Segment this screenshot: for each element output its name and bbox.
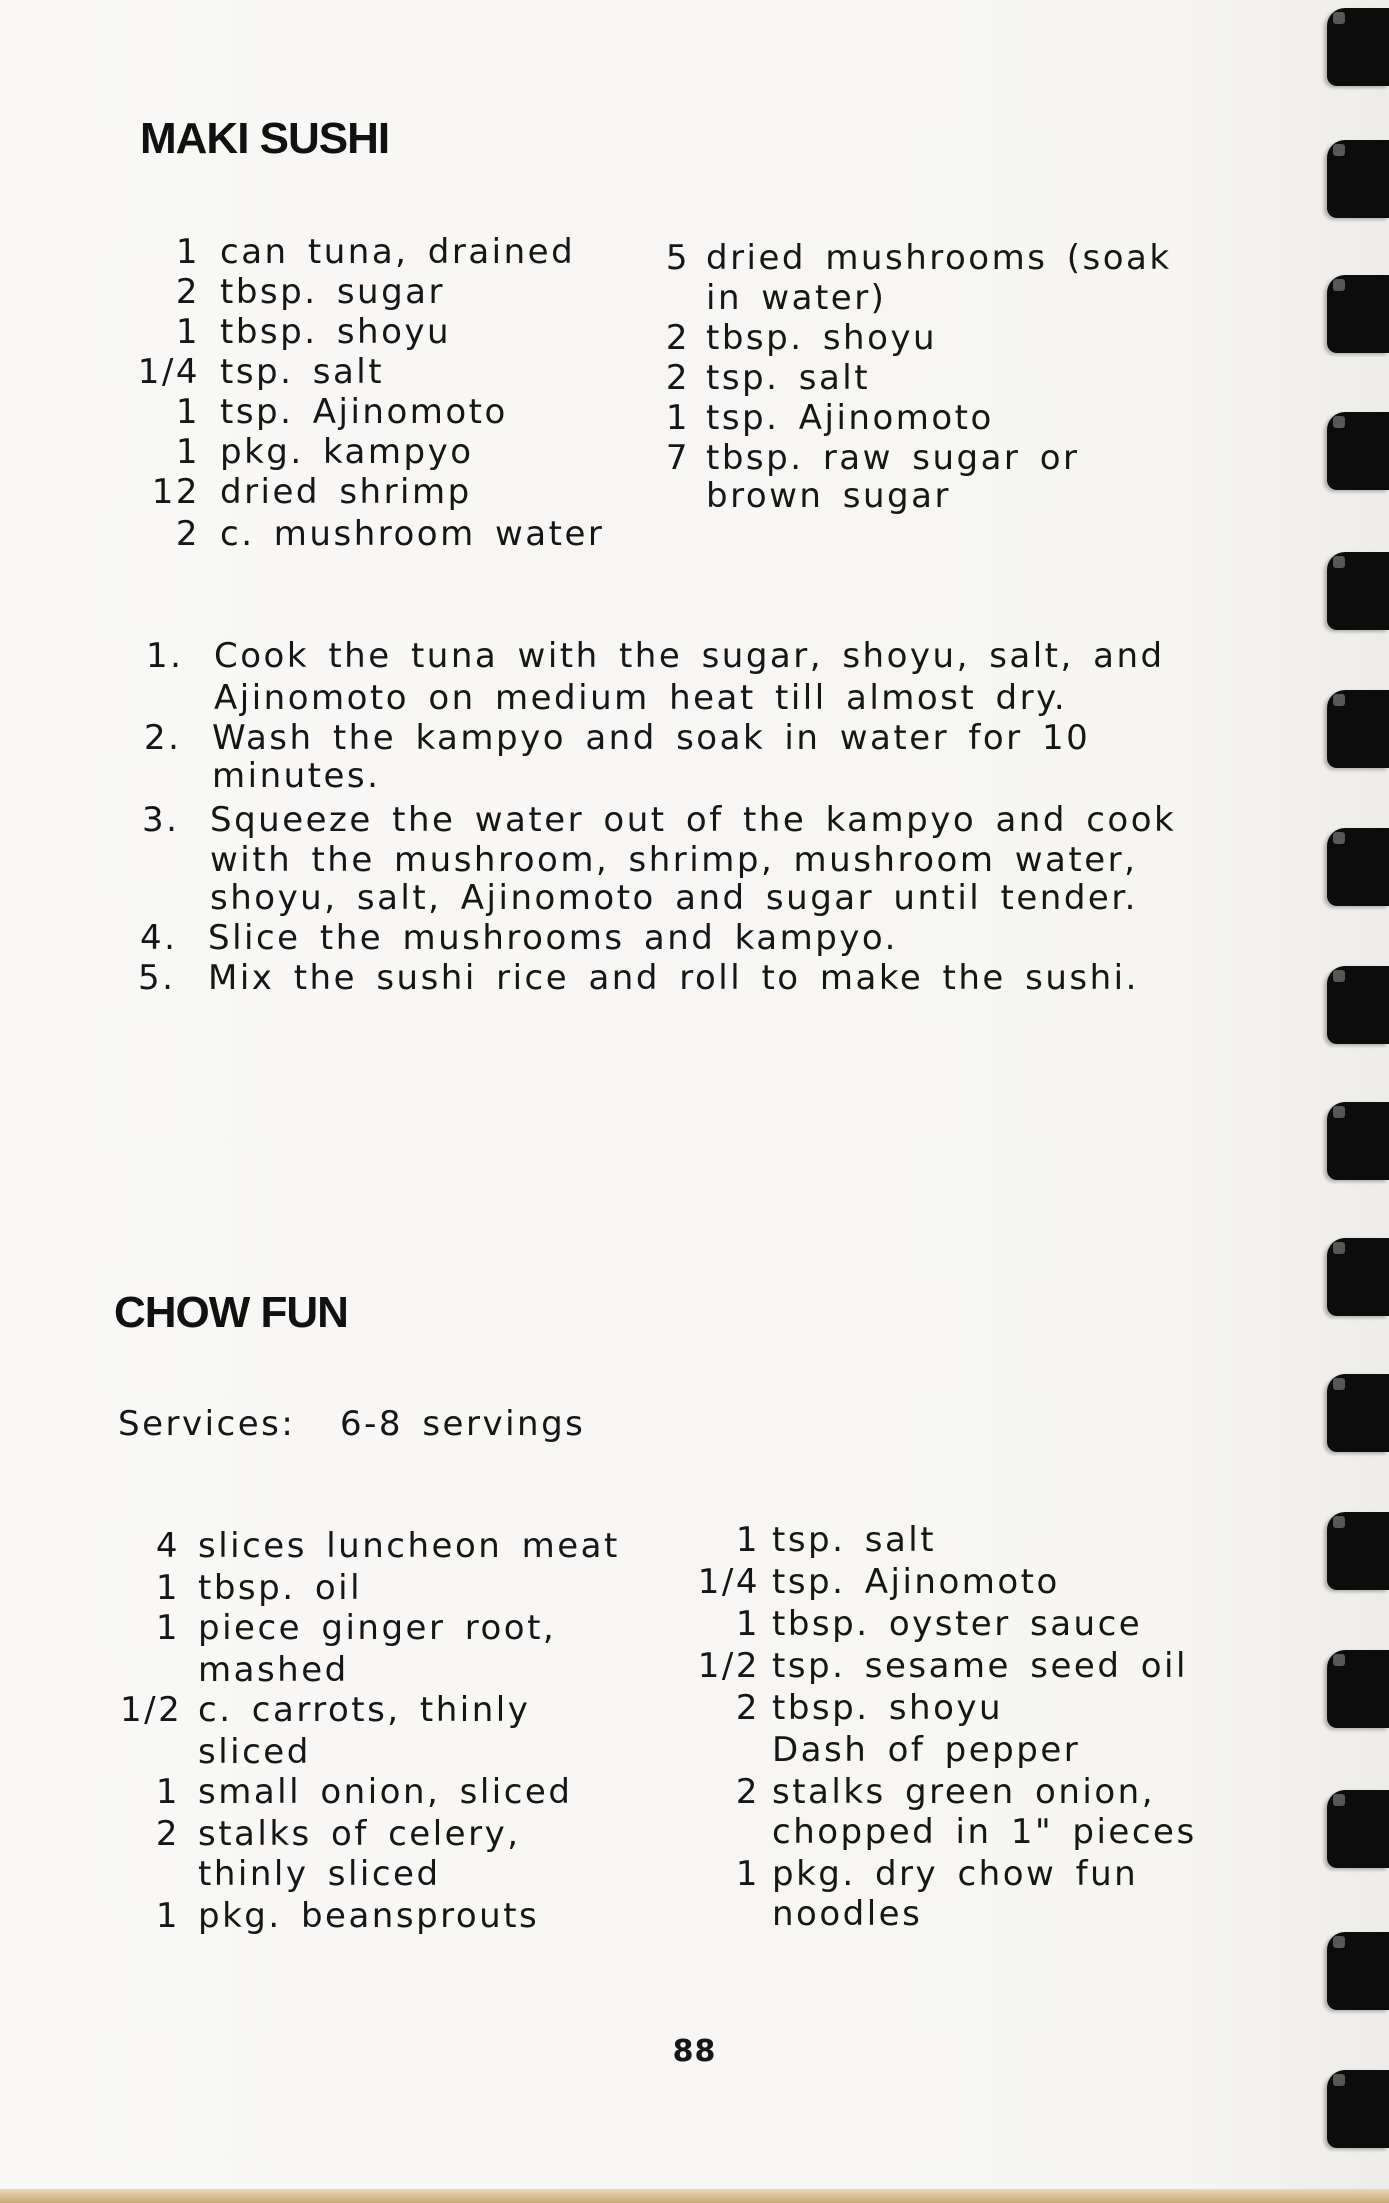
step-number: 5. <box>138 958 176 998</box>
ingredient-qty: 1 <box>175 432 200 472</box>
ingredient-qty: 1 <box>175 232 200 272</box>
ingredient-qty: 1/2 <box>697 1646 760 1686</box>
binding-ring <box>1327 1790 1389 1868</box>
binding-ring <box>1327 552 1389 630</box>
recipe-title-maki-sushi: MAKI SUSHI <box>140 114 390 163</box>
binding-ring <box>1327 1374 1389 1452</box>
step-text: Ajinomoto on medium heat till almost dry. <box>214 678 1068 718</box>
ingredient-text: pkg. kampyo <box>220 432 474 472</box>
ingredient-text: tbsp. oil <box>198 1568 363 1608</box>
ingredient-qty: 1 <box>175 392 200 432</box>
ingredient-qty: 1 <box>175 312 200 352</box>
binding-ring <box>1327 8 1389 86</box>
ingredient-text: Dash of pepper <box>772 1730 1081 1770</box>
ingredient-qty: 2 <box>155 1814 180 1854</box>
ingredient-text: tsp. Ajinomoto <box>706 398 994 438</box>
ingredient-qty: 1 <box>735 1854 760 1894</box>
ingredient-text: brown sugar <box>706 476 951 516</box>
spiral-binding <box>1319 0 1389 2203</box>
ingredient-text: tsp. salt <box>220 352 385 392</box>
ingredient-text: slices luncheon meat <box>198 1526 620 1566</box>
ingredient-text: tbsp. oyster sauce <box>772 1604 1143 1644</box>
ingredient-text: noodles <box>772 1894 923 1934</box>
ingredient-qty: 2 <box>665 318 690 358</box>
binding-ring <box>1327 2070 1389 2148</box>
ingredient-qty: 2 <box>175 514 200 554</box>
page-bottom-edge <box>0 2189 1389 2203</box>
binding-ring <box>1327 828 1389 906</box>
ingredient-text: stalks of celery, <box>198 1814 521 1854</box>
ingredient-text: tsp. Ajinomoto <box>220 392 508 432</box>
ingredient-text: pkg. dry chow fun <box>772 1854 1139 1894</box>
ingredient-qty: 1 <box>735 1520 760 1560</box>
ingredient-text: dried mushrooms (soak <box>706 238 1172 278</box>
step-text: Squeeze the water out of the kampyo and cook <box>210 800 1177 840</box>
ingredient-qty: 5 <box>665 238 690 278</box>
servings-value: 6-8 servings <box>340 1404 586 1444</box>
ingredient-text: mashed <box>198 1650 349 1690</box>
ingredient-text: tbsp. shoyu <box>220 312 452 352</box>
ingredient-text: tbsp. sugar <box>220 272 445 312</box>
step-number: 1. <box>146 636 184 676</box>
ingredient-text: pkg. beansprouts <box>198 1896 540 1936</box>
ingredient-text: tbsp. raw sugar or <box>706 438 1080 478</box>
ingredient-text: tbsp. shoyu <box>772 1688 1004 1728</box>
step-text: shoyu, salt, Ajinomoto and sugar until tender. <box>210 878 1138 918</box>
ingredient-text: tsp. sesame seed oil <box>772 1646 1188 1686</box>
ingredient-qty: 2 <box>735 1688 760 1728</box>
binding-ring <box>1327 690 1389 768</box>
ingredient-qty: 1 <box>155 1896 180 1936</box>
ingredient-text: dried shrimp <box>220 472 472 512</box>
binding-ring <box>1327 1650 1389 1728</box>
page-number: 88 <box>672 2034 717 2069</box>
binding-ring <box>1327 1102 1389 1180</box>
ingredient-text: piece ginger root, <box>198 1608 557 1648</box>
binding-ring <box>1327 1932 1389 2010</box>
step-text: Wash the kampyo and soak in water for 10 <box>212 718 1091 758</box>
ingredient-text: can tuna, drained <box>220 232 576 272</box>
ingredient-text: tsp. salt <box>772 1520 937 1560</box>
ingredient-qty: 4 <box>155 1526 180 1566</box>
ingredient-text: tsp. Ajinomoto <box>772 1562 1060 1602</box>
step-text: minutes. <box>212 756 381 796</box>
step-text: with the mushroom, shrimp, mushroom water, <box>210 840 1138 880</box>
ingredient-qty: 2 <box>735 1772 760 1812</box>
ingredient-qty: 2 <box>175 272 200 312</box>
binding-ring <box>1327 140 1389 218</box>
step-text: Cook the tuna with the sugar, shoyu, salt, and <box>214 636 1165 676</box>
ingredient-qty: 1/4 <box>137 352 200 392</box>
binding-ring <box>1327 412 1389 490</box>
ingredient-qty: 1 <box>665 398 690 438</box>
step-number: 2. <box>144 718 182 758</box>
ingredient-qty: 1/2 <box>120 1690 183 1730</box>
ingredient-text: stalks green onion, <box>772 1772 1155 1812</box>
binding-ring <box>1327 966 1389 1044</box>
ingredient-text: tbsp. shoyu <box>706 318 938 358</box>
binding-ring <box>1327 275 1389 353</box>
ingredient-text: chopped in 1" pieces <box>772 1812 1197 1852</box>
step-number: 3. <box>142 800 180 840</box>
ingredient-text: c. carrots, thinly <box>198 1690 531 1730</box>
ingredient-qty: 1 <box>155 1772 180 1812</box>
servings-label: Services: <box>118 1404 296 1444</box>
step-text: Mix the sushi rice and roll to make the sushi. <box>208 958 1139 998</box>
ingredient-text: sliced <box>198 1732 311 1772</box>
ingredient-qty: 1 <box>155 1608 180 1648</box>
ingredient-qty: 1 <box>735 1604 760 1644</box>
ingredient-qty: 12 <box>151 472 200 512</box>
recipe-title-chow-fun: CHOW FUN <box>114 1288 348 1337</box>
binding-ring <box>1327 1238 1389 1316</box>
ingredient-text: tsp. salt <box>706 358 871 398</box>
ingredient-qty: 1/4 <box>697 1562 760 1602</box>
step-text: Slice the mushrooms and kampyo. <box>208 918 898 958</box>
ingredient-qty: 1 <box>155 1568 180 1608</box>
binding-ring <box>1327 1512 1389 1590</box>
ingredient-qty: 2 <box>665 358 690 398</box>
ingredient-text: in water) <box>706 278 887 318</box>
ingredient-qty: 7 <box>665 438 690 478</box>
step-number: 4. <box>140 918 178 958</box>
ingredient-text: c. mushroom water <box>220 514 605 554</box>
ingredient-text: small onion, sliced <box>198 1772 573 1812</box>
ingredient-text: thinly sliced <box>198 1854 441 1894</box>
